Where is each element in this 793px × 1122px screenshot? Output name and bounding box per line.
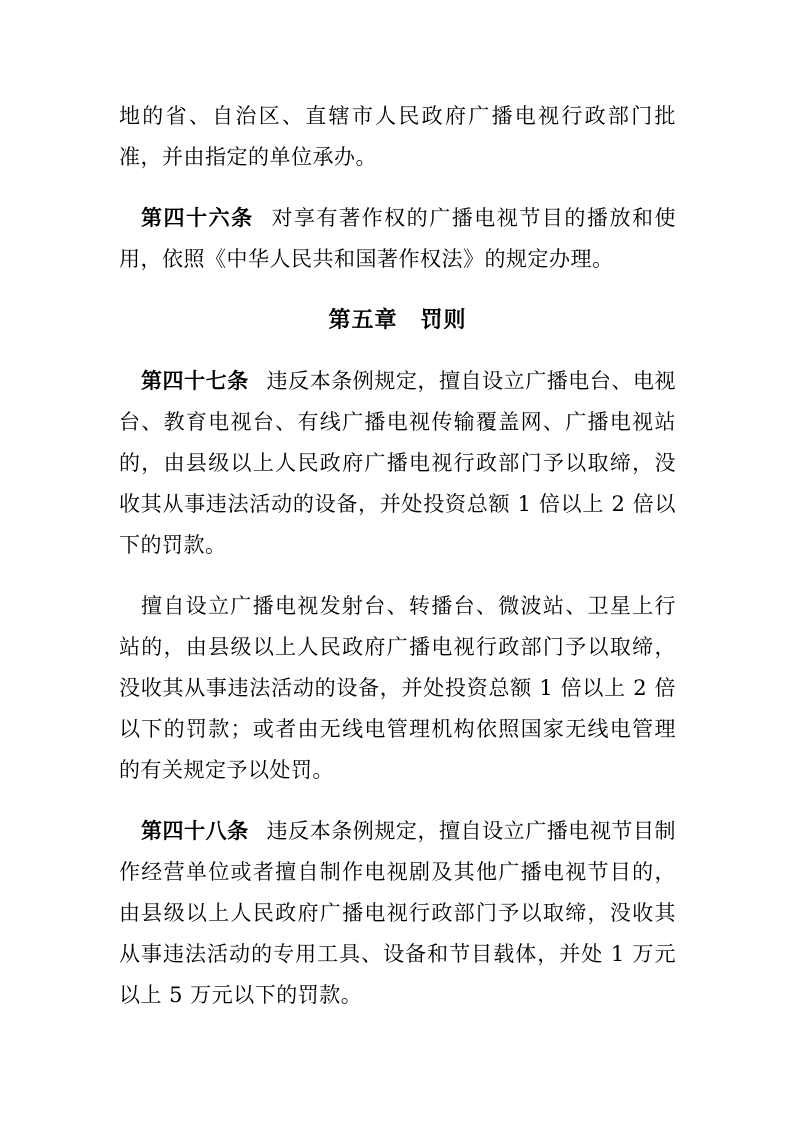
continuation-paragraph: 地的省、自治区、直辖市人民政府广播电视行政部门批准，并由指定的单位承办。 — [119, 104, 676, 169]
article-46-paragraph — [119, 198, 676, 280]
article-48-number: 第四十八条 — [141, 819, 249, 843]
article-47-paragraph-2: 擅自设立广播电视发射台、转播台、微波站、卫星上行站的，由县级以上人民政府广播电视行政部门予以取缔，没收其从事违法活动的设备，并处投资总额 1 倍以上 2 倍以下的罚款；或者由无线电管理机构依照国家无线电管理的有关规定予以处罚。 — [119, 594, 676, 782]
article-47-number: 第四十七条 — [141, 369, 249, 393]
chapter-5-heading: 第五章 罚则 — [328, 308, 467, 333]
article-46-text: 对享有著作权的广播电视节目的播放和使用，依照《中华人民共和国著作权法》的规定办理。 — [119, 206, 677, 271]
article-48-text: 违反本条例规定，擅自设立广播电视节目制作经营单位或者擅自制作电视剧及其他广播电视节目的，由县级以上人民政府广播电视行政部门予以取缔，没收其从事违法活动的专用工具、设备和节目载体，并处 1 万元以上 5 万元以下的罚款。 — [119, 819, 677, 1007]
article-47-paragraph-1 — [119, 361, 676, 566]
article-47-text: 违反本条例规定，擅自设立广播电台、电视台、教育电视台、有线广播电视传输覆盖网、广播电视站的，由县级以上人民政府广播电视行政部门予以取缔，没收其从事违法活动的设备，并处投资总额 1 倍以上 2 倍以下的罚款。 — [119, 369, 677, 557]
article-46-number: 第四十六条 — [141, 206, 254, 230]
article-48-paragraph — [119, 811, 676, 1016]
